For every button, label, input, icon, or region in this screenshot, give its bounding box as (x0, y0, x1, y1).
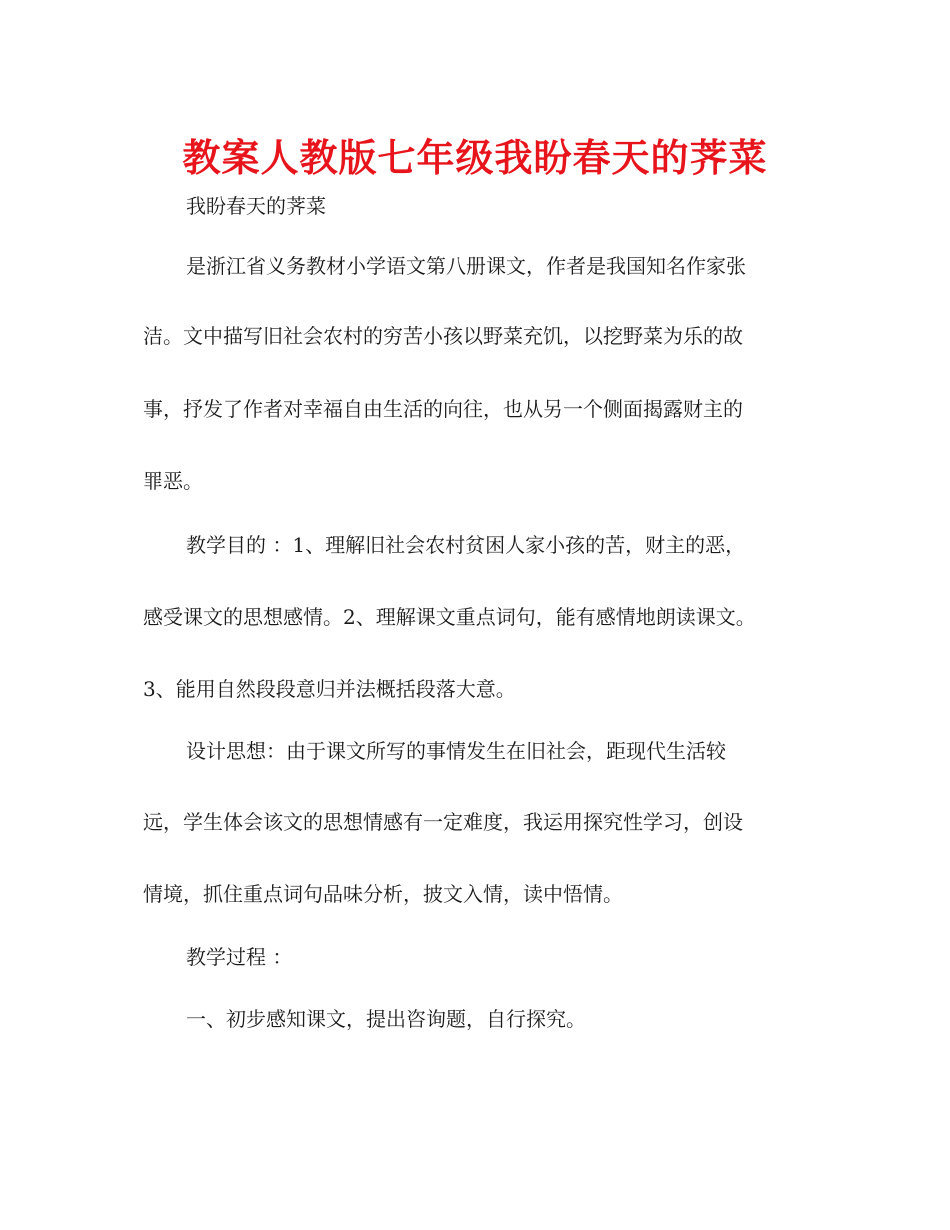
text-line: 远，学生体会该文的思想情感有一定难度，我运用探究性学习，创设 (143, 810, 743, 834)
text-line: 一、初步感知课文，提出咨询题，自行探究。 (186, 1007, 586, 1031)
text-line: 是浙江省义务教材小学语文第八册课文，作者是我国知名作家张 (186, 254, 746, 278)
text-line: 教学过程 ： (186, 945, 293, 969)
text-line: 罪恶。 (143, 469, 203, 493)
text-line: 事，抒发了作者对幸福自由生活的向往，也从另一个侧面揭露财主的 (143, 397, 743, 421)
document-title: 教案人教版七年级我盼春天的荠菜 (182, 136, 768, 180)
text-line: 教学目的 ：1、理解旧社会农村贫困人家小孩的苦，财主的恶， (186, 533, 746, 557)
text-line: 3、能用自然段段意归并法概括段落大意。 (143, 677, 516, 701)
text-line: 情境，抓住重点词句品味分析，披文入情，读中悟情。 (143, 882, 623, 906)
text-line: 设计思想：由于课文所写的事情发生在旧社会，距现代生活较 (186, 739, 726, 763)
text-line-subtitle: 我盼春天的荠菜 (186, 194, 326, 218)
text-line: 感受课文的思想感情。2、理解课文重点词句，能有感情地朗读课文。 (143, 605, 756, 629)
text-line: 洁。文中描写旧社会农村的穷苦小孩以野菜充饥，以挖野菜为乐的故 (143, 324, 743, 348)
